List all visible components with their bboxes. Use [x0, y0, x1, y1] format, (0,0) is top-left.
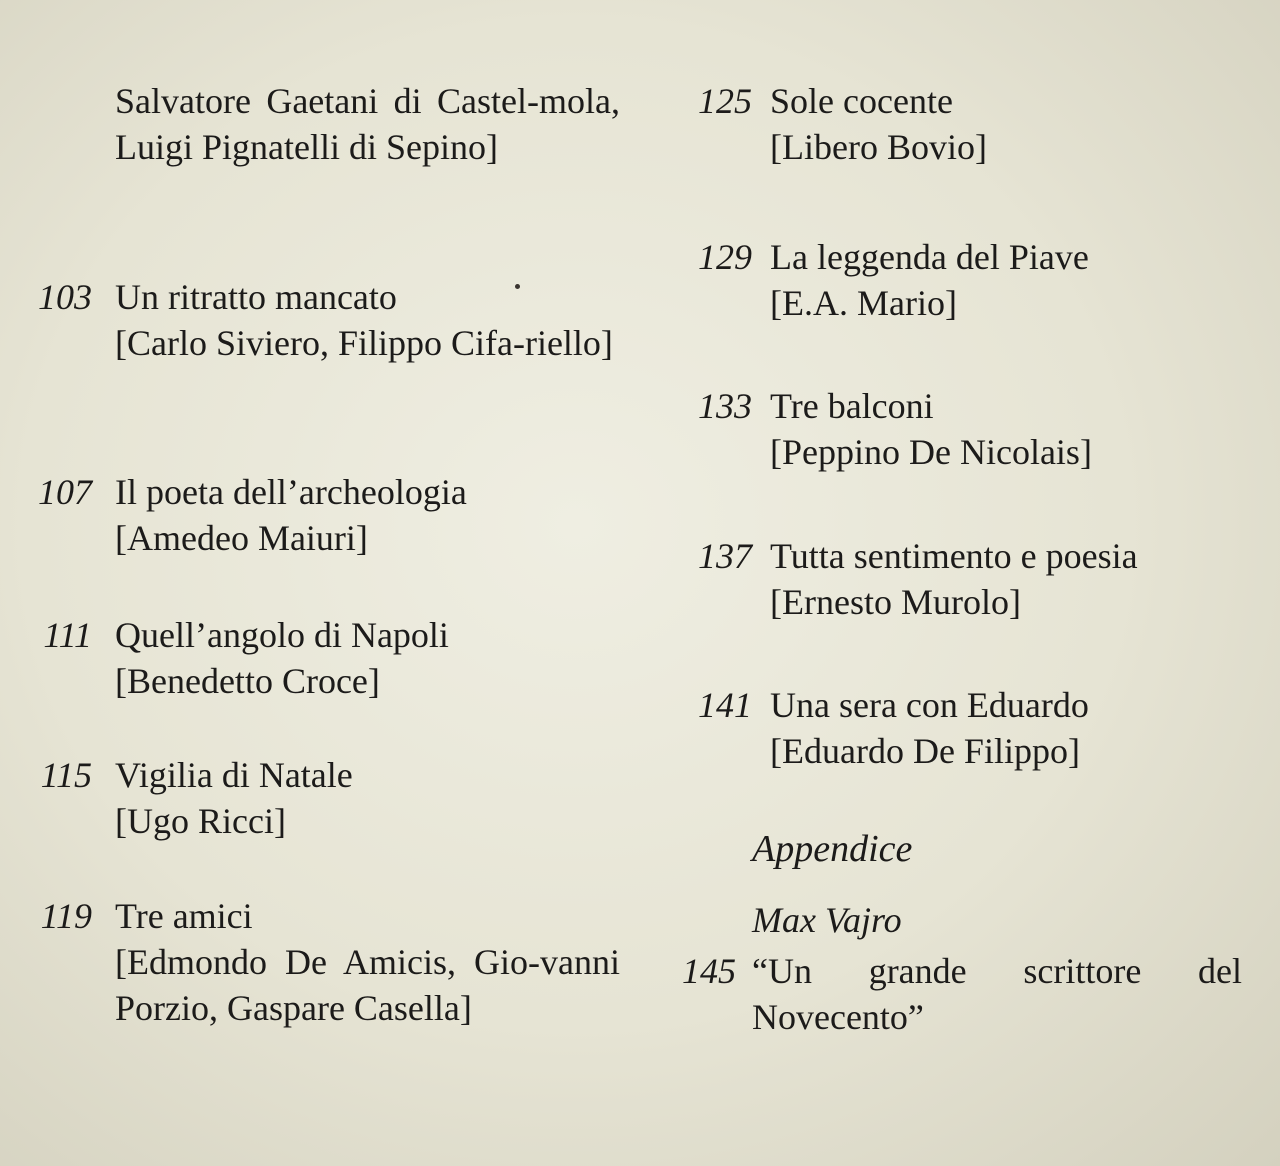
entry-author: [E.A. Mario] [770, 283, 957, 323]
entry-page-number: 119 [40, 896, 92, 936]
entry-author: [Ernesto Murolo] [770, 582, 1021, 622]
entry-title: La leggenda del Piave [770, 237, 1089, 277]
appendix-heading: Appendice [752, 828, 913, 870]
entry-author: [Edmondo De Amicis, Gio-vanni Porzio, Gaspare Casella] [115, 942, 620, 1028]
entry-title: Tre amici [115, 896, 253, 936]
entry-author: [Benedetto Croce] [115, 661, 380, 701]
entry-author: [Libero Bovio] [770, 127, 987, 167]
entry-page-number: 133 [698, 386, 752, 426]
entry-title: Un ritratto mancato [115, 277, 397, 317]
appendix-author: Max Vajro [752, 900, 902, 940]
entry-title: Il poeta dell’archeologia [115, 472, 467, 512]
entry-title: Tre balconi [770, 386, 934, 426]
entry-page-number: 111 [43, 615, 92, 655]
continuation-text: Salvatore Gaetani di Castel-mola, Luigi Pignatelli di Sepino] [115, 81, 620, 167]
entry-page-number: 125 [698, 81, 752, 121]
appendix-title: “Un grande scrittore del Novecento” [752, 951, 1242, 1037]
entry-page-number: 103 [38, 277, 92, 317]
entry-title: Una sera con Eduardo [770, 685, 1089, 725]
entry-title: Vigilia di Natale [115, 755, 353, 795]
entry-page-number: 129 [698, 237, 752, 277]
entry-author: [Eduardo De Filippo] [770, 731, 1080, 771]
entry-author: [Carlo Siviero, Filippo Cifa-riello] [115, 323, 613, 363]
entry-title: Tutta sentimento e poesia [770, 536, 1138, 576]
entry-page-number: 137 [698, 536, 752, 576]
entry-author: [Peppino De Nicolais] [770, 432, 1092, 472]
entry-title: Sole cocente [770, 81, 953, 121]
entry-author: [Ugo Ricci] [115, 801, 286, 841]
entry-page-number: 107 [38, 472, 92, 512]
entry-page-number: 141 [698, 685, 752, 725]
entry-title: Quell’angolo di Napoli [115, 615, 449, 655]
entry-page-number: 115 [40, 755, 92, 795]
entry-page-number: 145 [682, 951, 736, 991]
entry-author: [Amedeo Maiuri] [115, 518, 368, 558]
